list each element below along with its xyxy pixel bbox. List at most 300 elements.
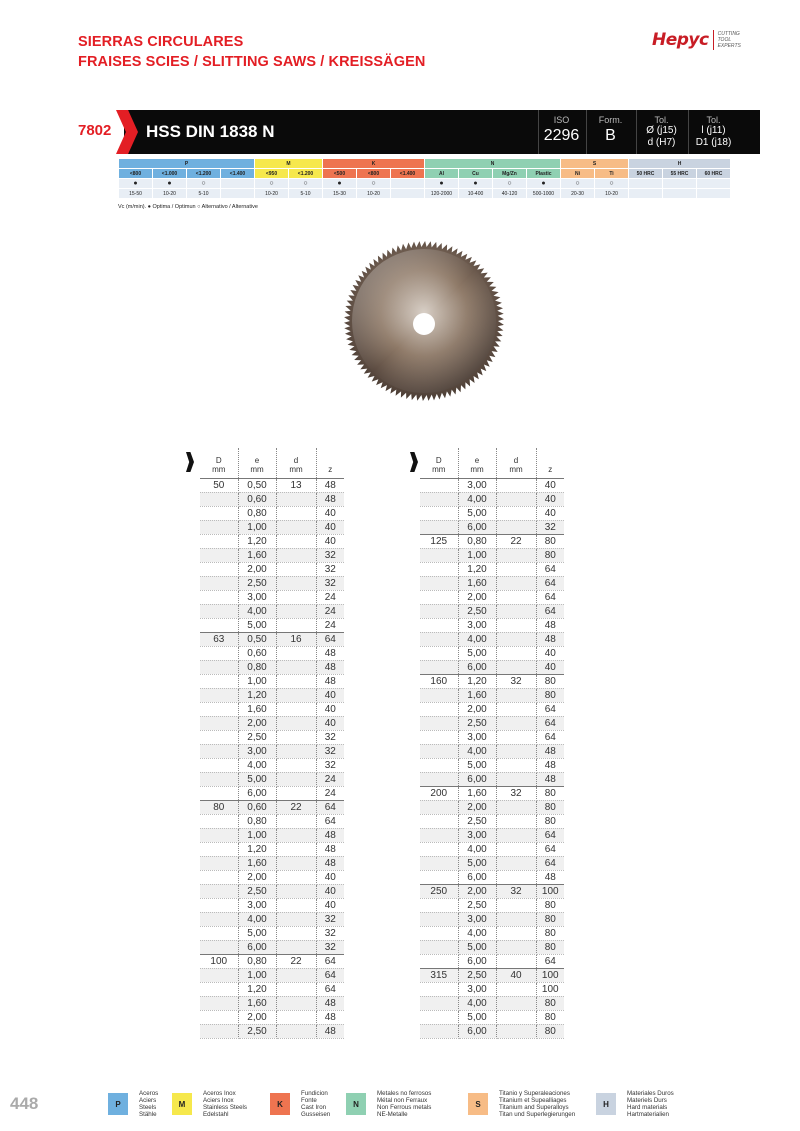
material-group-h: H <box>629 159 731 169</box>
material-subheader: Cu <box>459 169 493 179</box>
teeth-cell: 32 <box>316 548 344 562</box>
diameter-cell <box>420 800 458 814</box>
cutting-speed-value: 10-20 <box>255 189 289 199</box>
legend-item-m <box>172 1090 247 1118</box>
table-row <box>420 884 564 898</box>
bore-cell <box>496 702 536 716</box>
diameter-cell <box>200 660 238 674</box>
cutting-speed-value <box>663 189 697 199</box>
thickness-cell: 1,60 <box>238 702 276 716</box>
bore-cell <box>496 506 536 520</box>
bore-cell <box>496 716 536 730</box>
product-code: 7802 <box>78 122 112 139</box>
diameter-cell <box>420 1024 458 1038</box>
legend-text: Titanio y Superaleaciones Titanium et Supealliages Titanium and Superalloys Titan und Superlegierungen <box>499 1090 576 1118</box>
thickness-cell: 0,80 <box>238 814 276 828</box>
table-row <box>420 968 564 982</box>
table-row <box>200 534 344 548</box>
diameter-cell: 50 <box>200 478 238 492</box>
diameter-cell <box>200 576 238 590</box>
bore-cell <box>496 646 536 660</box>
diameter-cell <box>200 492 238 506</box>
table-row <box>200 716 344 730</box>
teeth-cell: 48 <box>536 618 564 632</box>
table-row <box>200 492 344 506</box>
table-row <box>200 1024 344 1038</box>
bore-cell <box>496 548 536 562</box>
bore-cell <box>496 912 536 926</box>
diameter-cell <box>420 576 458 590</box>
thickness-cell: 6,00 <box>458 660 496 674</box>
bore-cell <box>276 786 316 800</box>
chevron-right-icon <box>186 452 194 472</box>
bore-cell <box>496 478 536 492</box>
thickness-cell: 4,00 <box>238 604 276 618</box>
thickness-cell: 6,00 <box>458 870 496 884</box>
diameter-cell <box>200 534 238 548</box>
bore-cell: 13 <box>276 478 316 492</box>
bore-cell <box>276 1024 316 1038</box>
table-row <box>200 604 344 618</box>
table-row <box>420 478 564 492</box>
thickness-cell: 5,00 <box>458 506 496 520</box>
table-row <box>200 828 344 842</box>
bore-cell <box>496 996 536 1010</box>
table-row <box>420 618 564 632</box>
thickness-cell: 1,20 <box>458 674 496 688</box>
legend-swatch: M <box>172 1093 192 1115</box>
table-row <box>420 604 564 618</box>
bore-cell <box>276 716 316 730</box>
teeth-cell: 64 <box>536 856 564 870</box>
material-subheader: <1.400 <box>221 169 255 179</box>
thickness-cell: 4,00 <box>458 492 496 506</box>
cutting-speed-value <box>221 189 255 199</box>
table-row <box>420 898 564 912</box>
material-application-table <box>118 158 731 199</box>
legend-item-n <box>346 1090 431 1118</box>
cutting-speed-value: 10-20 <box>595 189 629 199</box>
bore-cell: 22 <box>276 954 316 968</box>
thickness-cell: 1,20 <box>238 982 276 996</box>
thickness-cell: 4,00 <box>238 758 276 772</box>
thickness-cell: 4,00 <box>458 842 496 856</box>
teeth-cell: 80 <box>536 996 564 1010</box>
diameter-cell <box>420 842 458 856</box>
bore-cell <box>276 842 316 856</box>
table-row <box>200 730 344 744</box>
bore-cell: 22 <box>496 534 536 548</box>
material-subheader: 55 HRC <box>663 169 697 179</box>
teeth-cell: 48 <box>316 646 344 660</box>
teeth-cell: 32 <box>316 562 344 576</box>
bore-cell <box>276 688 316 702</box>
diameter-cell <box>420 590 458 604</box>
bore-cell <box>276 576 316 590</box>
teeth-cell: 80 <box>536 688 564 702</box>
teeth-cell: 64 <box>316 968 344 982</box>
material-subheader: <500 <box>323 169 357 179</box>
teeth-cell: 24 <box>316 618 344 632</box>
table-row <box>420 1010 564 1024</box>
teeth-cell: 64 <box>316 814 344 828</box>
thickness-cell: 4,00 <box>238 912 276 926</box>
diameter-cell: 80 <box>200 800 238 814</box>
suitability-symbol: ● <box>459 179 493 189</box>
thickness-cell: 3,00 <box>458 982 496 996</box>
brand-logo <box>652 30 741 50</box>
table-row <box>420 632 564 646</box>
cutting-speed-value: 15-30 <box>323 189 357 199</box>
table-row <box>200 478 344 492</box>
bore-cell <box>496 562 536 576</box>
table-row <box>420 926 564 940</box>
table-row <box>200 646 344 660</box>
thickness-cell: 6,00 <box>238 786 276 800</box>
teeth-cell: 40 <box>316 716 344 730</box>
thickness-cell: 1,00 <box>458 548 496 562</box>
thickness-cell: 2,00 <box>238 870 276 884</box>
diameter-cell: 315 <box>420 968 458 982</box>
thickness-cell: 2,50 <box>458 814 496 828</box>
logo-tagline: CUTTING TOOL EXPERTS <box>717 31 741 49</box>
chevron-right-icon <box>410 452 418 472</box>
diameter-cell <box>420 702 458 716</box>
teeth-cell: 48 <box>316 856 344 870</box>
suitability-symbol: ● <box>323 179 357 189</box>
diameter-cell <box>200 744 238 758</box>
vc-legend-note: Vc (m/min). ● Optima / Optimun ○ Alternativo / Alternative <box>118 204 258 210</box>
thickness-cell: 2,00 <box>458 590 496 604</box>
column-header-z: z <box>548 464 553 474</box>
diameter-cell <box>420 898 458 912</box>
diameter-cell <box>420 828 458 842</box>
column-header-d: d mm <box>496 448 536 478</box>
teeth-cell: 64 <box>536 562 564 576</box>
diameter-cell <box>420 716 458 730</box>
teeth-cell: 32 <box>536 520 564 534</box>
thickness-cell: 5,00 <box>458 646 496 660</box>
teeth-cell: 32 <box>316 758 344 772</box>
table-row <box>420 786 564 800</box>
diameter-cell <box>420 758 458 772</box>
teeth-cell: 48 <box>316 492 344 506</box>
thickness-cell: 1,60 <box>458 786 496 800</box>
thickness-cell: 1,00 <box>238 520 276 534</box>
teeth-cell: 48 <box>316 478 344 492</box>
table-row <box>420 716 564 730</box>
thickness-cell: 0,60 <box>238 800 276 814</box>
bore-cell <box>276 730 316 744</box>
bore-cell <box>496 954 536 968</box>
product-bar <box>0 110 800 154</box>
diameter-cell: 160 <box>420 674 458 688</box>
teeth-cell: 48 <box>316 828 344 842</box>
column-header-d: D mm <box>420 448 458 478</box>
diameter-cell <box>200 940 238 954</box>
bore-cell <box>496 940 536 954</box>
thickness-cell: 2,50 <box>458 716 496 730</box>
diameter-cell <box>200 730 238 744</box>
teeth-cell: 32 <box>316 730 344 744</box>
diameter-cell <box>420 912 458 926</box>
bore-cell <box>496 926 536 940</box>
table-row <box>200 786 344 800</box>
bore-cell <box>276 562 316 576</box>
table-row <box>420 520 564 534</box>
table-row <box>420 492 564 506</box>
thickness-cell: 0,80 <box>458 534 496 548</box>
diameter-cell <box>420 632 458 646</box>
teeth-cell: 64 <box>536 716 564 730</box>
bore-cell <box>276 772 316 786</box>
thickness-cell: 2,00 <box>238 1010 276 1024</box>
thickness-cell: 3,00 <box>238 590 276 604</box>
thickness-cell: 1,20 <box>238 842 276 856</box>
teeth-cell: 64 <box>536 590 564 604</box>
suitability-symbol: ○ <box>493 179 527 189</box>
table-row <box>420 996 564 1010</box>
table-row <box>420 688 564 702</box>
thickness-cell: 1,60 <box>238 996 276 1010</box>
thickness-cell: 6,00 <box>458 1024 496 1038</box>
diameter-cell <box>420 604 458 618</box>
bore-cell <box>496 828 536 842</box>
thickness-cell: 0,50 <box>238 478 276 492</box>
diameter-cell <box>200 828 238 842</box>
table-row <box>420 744 564 758</box>
bore-cell <box>496 492 536 506</box>
thickness-cell: 0,80 <box>238 660 276 674</box>
diameter-cell: 200 <box>420 786 458 800</box>
teeth-cell: 80 <box>536 674 564 688</box>
suitability-symbol <box>629 179 663 189</box>
table-row <box>420 562 564 576</box>
cutting-speed-value <box>697 189 731 199</box>
thickness-cell: 2,50 <box>458 968 496 982</box>
diameter-cell <box>200 842 238 856</box>
teeth-cell: 24 <box>316 786 344 800</box>
diameter-cell <box>200 758 238 772</box>
bore-cell <box>496 772 536 786</box>
legend-item-p <box>108 1090 158 1118</box>
teeth-cell: 48 <box>316 660 344 674</box>
teeth-cell: 48 <box>316 996 344 1010</box>
diameter-cell: 100 <box>200 954 238 968</box>
bore-cell <box>496 688 536 702</box>
table-row <box>420 842 564 856</box>
title-line-2: FRAISES SCIES / SLITTING SAWS / KREISSÄGEN <box>78 54 426 70</box>
diameter-cell <box>200 982 238 996</box>
diameter-cell <box>420 1010 458 1024</box>
bore-cell <box>276 884 316 898</box>
teeth-cell: 80 <box>536 534 564 548</box>
teeth-cell: 100 <box>536 968 564 982</box>
legend-swatch: N <box>346 1093 366 1115</box>
bore-cell <box>496 730 536 744</box>
teeth-cell: 80 <box>536 814 564 828</box>
teeth-cell: 24 <box>316 772 344 786</box>
teeth-cell: 48 <box>316 674 344 688</box>
legend-item-s <box>468 1090 575 1118</box>
table-row <box>420 674 564 688</box>
diameter-cell <box>420 492 458 506</box>
thickness-cell: 2,50 <box>238 884 276 898</box>
bore-cell: 16 <box>276 632 316 646</box>
thickness-cell: 1,60 <box>238 856 276 870</box>
teeth-cell: 40 <box>536 646 564 660</box>
table-row <box>200 520 344 534</box>
cutting-speed-value: 10-400 <box>459 189 493 199</box>
diameter-cell <box>200 772 238 786</box>
teeth-cell: 64 <box>536 576 564 590</box>
table-row <box>200 772 344 786</box>
cutting-speed-value: 40-120 <box>493 189 527 199</box>
thickness-cell: 1,20 <box>458 562 496 576</box>
table-row <box>420 856 564 870</box>
teeth-cell: 48 <box>536 772 564 786</box>
teeth-cell: 40 <box>536 478 564 492</box>
table-row <box>420 646 564 660</box>
teeth-cell: 32 <box>316 744 344 758</box>
thickness-cell: 3,00 <box>458 828 496 842</box>
bore-cell <box>496 856 536 870</box>
diameter-cell <box>420 940 458 954</box>
cutting-speed-value: 120-2000 <box>425 189 459 199</box>
cutting-speed-value <box>391 189 425 199</box>
material-subheader: <1.400 <box>391 169 425 179</box>
thickness-cell: 0,60 <box>238 646 276 660</box>
diameter-cell <box>420 744 458 758</box>
thickness-cell: 0,60 <box>238 492 276 506</box>
bore-cell <box>276 646 316 660</box>
thickness-cell: 2,00 <box>458 800 496 814</box>
diameter-cell <box>200 688 238 702</box>
table-row <box>200 814 344 828</box>
material-group-m: M <box>255 159 323 169</box>
diameter-cell: 125 <box>420 534 458 548</box>
suitability-symbol: ○ <box>255 179 289 189</box>
diameter-cell <box>420 772 458 786</box>
table-row <box>420 954 564 968</box>
table-row <box>200 758 344 772</box>
teeth-cell: 64 <box>316 982 344 996</box>
diameter-cell <box>200 702 238 716</box>
bore-cell: 32 <box>496 674 536 688</box>
bore-cell <box>276 856 316 870</box>
diameter-cell <box>200 520 238 534</box>
material-subheader: Ti <box>595 169 629 179</box>
table-row <box>420 912 564 926</box>
table-row <box>200 912 344 926</box>
diameter-cell: 250 <box>420 884 458 898</box>
bore-cell <box>496 842 536 856</box>
teeth-cell: 80 <box>536 898 564 912</box>
bore-cell <box>496 814 536 828</box>
bore-cell <box>496 982 536 996</box>
bore-cell <box>276 604 316 618</box>
bore-cell <box>276 968 316 982</box>
teeth-cell: 80 <box>536 940 564 954</box>
cutting-speed-value <box>629 189 663 199</box>
teeth-cell: 40 <box>316 520 344 534</box>
diameter-cell <box>200 562 238 576</box>
teeth-cell: 40 <box>316 870 344 884</box>
teeth-cell: 64 <box>536 842 564 856</box>
material-subheader: <1.000 <box>153 169 187 179</box>
page-number: 448 <box>10 1094 39 1113</box>
teeth-cell: 40 <box>536 506 564 520</box>
bore-cell <box>276 912 316 926</box>
diameter-cell <box>200 674 238 688</box>
diameter-cell <box>200 604 238 618</box>
table-row <box>200 562 344 576</box>
table-row <box>420 940 564 954</box>
material-subheader: Al <box>425 169 459 179</box>
thickness-cell: 5,00 <box>458 1010 496 1024</box>
teeth-cell: 48 <box>316 1010 344 1024</box>
table-row <box>420 660 564 674</box>
suitability-symbol <box>221 179 255 189</box>
dimension-table-right <box>420 448 564 1039</box>
table-row <box>200 982 344 996</box>
diameter-cell <box>200 926 238 940</box>
suitability-symbol: ○ <box>289 179 323 189</box>
thickness-cell: 1,60 <box>238 548 276 562</box>
material-subheader: Plastic <box>527 169 561 179</box>
diameter-cell <box>420 954 458 968</box>
tolerance-box-2: Tol. l (j11) D1 (j18) <box>688 110 738 154</box>
title-line-1: SIERRAS CIRCULARES <box>78 34 244 50</box>
thickness-cell: 2,00 <box>458 702 496 716</box>
bore-cell <box>276 674 316 688</box>
table-row <box>420 772 564 786</box>
thickness-cell: 2,50 <box>238 576 276 590</box>
table-row <box>200 590 344 604</box>
teeth-cell: 32 <box>316 576 344 590</box>
thickness-cell: 4,00 <box>458 632 496 646</box>
table-row <box>200 618 344 632</box>
table-row <box>420 590 564 604</box>
tolerance-box-1: Tol. Ø (j15) d (H7) <box>636 110 686 154</box>
diameter-cell <box>420 996 458 1010</box>
thickness-cell: 3,00 <box>238 744 276 758</box>
table-row <box>420 828 564 842</box>
teeth-cell: 80 <box>536 548 564 562</box>
bore-cell <box>276 520 316 534</box>
teeth-cell: 32 <box>316 940 344 954</box>
suitability-symbol: ● <box>527 179 561 189</box>
bore-cell <box>496 870 536 884</box>
diameter-cell <box>200 548 238 562</box>
legend-swatch: P <box>108 1093 128 1115</box>
thickness-cell: 2,00 <box>458 884 496 898</box>
suitability-symbol: ○ <box>357 179 391 189</box>
thickness-cell: 1,20 <box>238 688 276 702</box>
suitability-symbol: ○ <box>561 179 595 189</box>
thickness-cell: 1,00 <box>238 674 276 688</box>
bore-cell: 32 <box>496 884 536 898</box>
column-header-e: e mm <box>238 448 276 478</box>
diameter-cell <box>420 730 458 744</box>
table-row <box>200 688 344 702</box>
teeth-cell: 80 <box>536 1024 564 1038</box>
teeth-cell: 48 <box>536 870 564 884</box>
bore-cell: 40 <box>496 968 536 982</box>
column-header-d: d mm <box>276 448 316 478</box>
teeth-cell: 64 <box>536 828 564 842</box>
table-row <box>420 758 564 772</box>
